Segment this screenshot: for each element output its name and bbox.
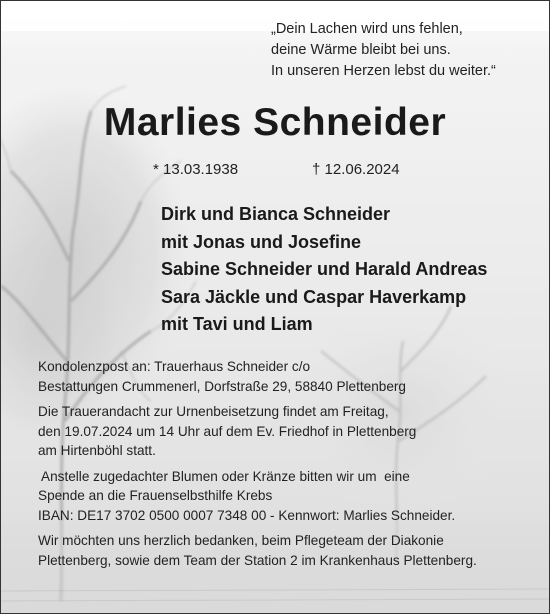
birth-date: * 13.03.1938 xyxy=(153,161,239,178)
notice-line: Wir möchten uns herzlich bedanken, beim Pflegeteam der Diakonie xyxy=(38,533,444,548)
quote-line: In unseren Herzen lebst du weiter.“ xyxy=(271,63,496,79)
death-date: † 12.06.2024 xyxy=(312,161,400,178)
notice-line: Kondolenzpost an: Trauerhaus Schneider c/o xyxy=(38,359,311,374)
mourners-list xyxy=(161,201,487,339)
mourner-line: mit Tavi und Liam xyxy=(161,314,313,334)
thanks-notice xyxy=(38,531,477,570)
donation-notice xyxy=(38,467,477,526)
quote-line: „Dein Lachen wird uns fehlen, xyxy=(271,21,463,37)
mourner-line: Sabine Schneider und Harald Andreas xyxy=(161,259,488,279)
condolence-notice xyxy=(38,357,477,396)
notice-line: Bestattungen Crummenerl, Dorfstraße 29, 58840 Plettenberg xyxy=(38,378,406,394)
quote-line: deine Wärme bleibt bei uns. xyxy=(271,42,451,58)
notice-line: den 19.07.2024 um 14 Uhr auf dem Ev. Friedhof in Plettenberg xyxy=(38,423,417,439)
service-notice xyxy=(38,402,477,461)
notice-line: am Hirtenböhl statt. xyxy=(38,443,156,458)
notice-line: IBAN: DE17 3702 0500 0007 7348 00 - Kennwort: Marlies Schneider. xyxy=(38,507,456,523)
notice-line: Anstelle zugedachter Blumen oder Kränze bitten wir um eine xyxy=(38,468,410,484)
deceased-name: Marlies Schneider xyxy=(103,101,447,144)
notice-line: Plettenberg, sowie dem Team der Station 2 im Krankenhaus Plettenberg. xyxy=(38,552,477,568)
memorial-quote xyxy=(271,19,496,82)
notice-line: Die Trauerandacht zur Urnenbeisetzung findet am Freitag, xyxy=(38,404,389,419)
mourner-line: Sara Jäckle und Caspar Haverkamp xyxy=(161,286,467,307)
notice-text xyxy=(38,357,477,576)
mourner-line: Dirk und Bianca Schneider xyxy=(161,204,391,224)
mourner-line: mit Jonas und Josefine xyxy=(161,231,362,252)
notice-line: Spende an die Frauenselbsthilfe Krebs xyxy=(38,488,273,503)
